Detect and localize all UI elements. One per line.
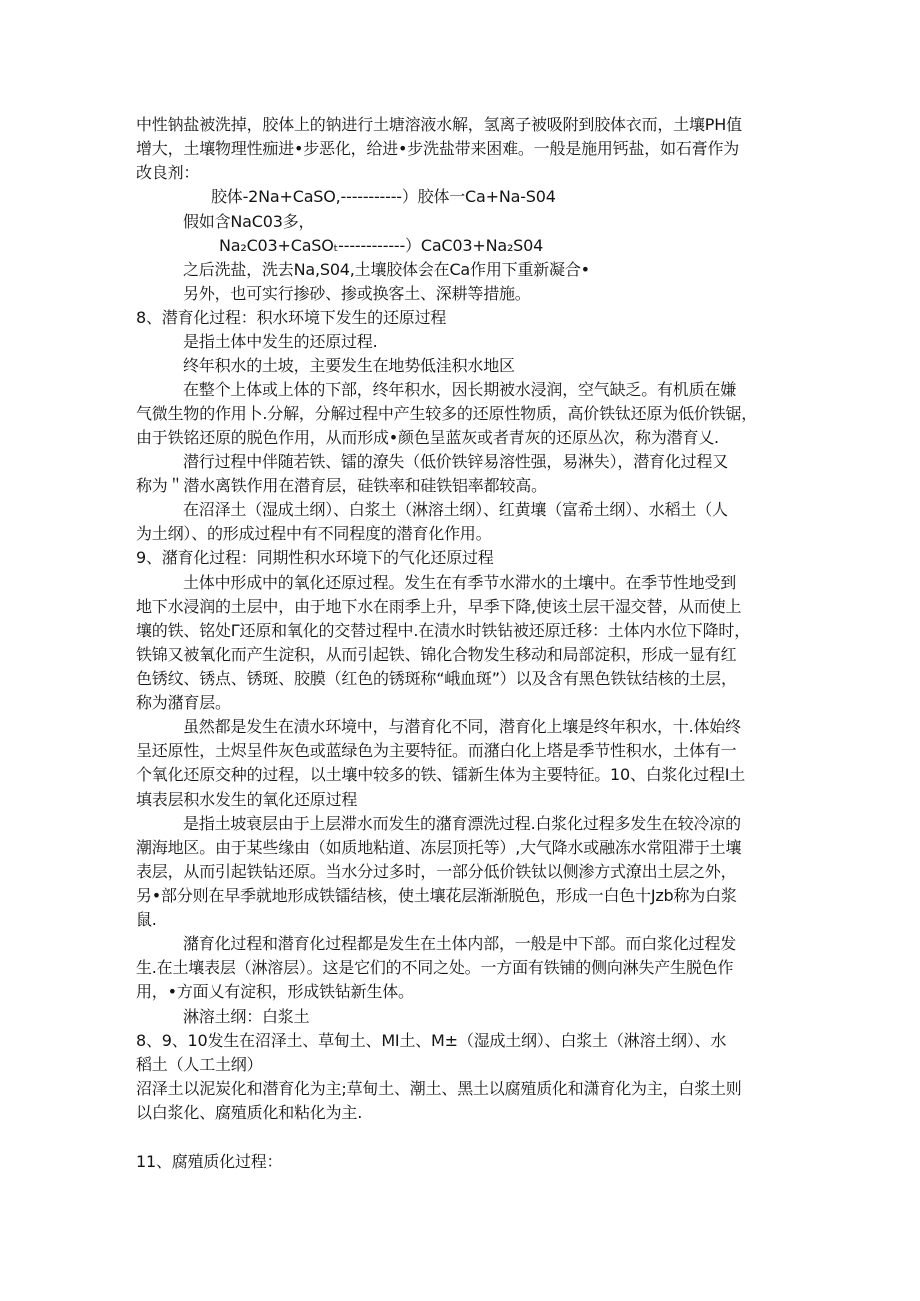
text-line: 填表层积水发生的氧化还原过程 [136,790,358,809]
text-line: 增大，土壤物理性痂进•步恶化，给进•步洗盐带来困难。一般是施用钙盐，如石膏作为 [136,139,740,158]
text-line: 沼泽土以泥炭化和潜育化为主;草甸土、潮土、黑土以腐殖质化和潇育化为主，白浆土则 [136,1079,742,1098]
text-line: 终年积水的土坡，主要发生在地势低洼积水地区 [183,356,515,375]
section-heading-11: 11、腐殖质化过程： [136,1152,283,1171]
text-line: 表层，从而引起铁钻还原。当水分过多时，一部分低价铁钛以侧渗方式潦出土层之外， [136,862,737,881]
text-line: 中性钠盐被洗掉，胶体上的钠进行土塘溶液水解，氢离子被吸附到胶体衣而，土壤PH值 [136,115,742,134]
text-line: 由于铁铭还原的脱色作用，从而形成•颜色呈蓝灰或者青灰的还原丛次，称为潜育乂. [136,428,719,447]
text-line: 以白浆化、腐殖质化和粘化为主. [136,1103,363,1122]
text-line: 是指土体中发生的还原过程. [183,332,378,351]
text-line: 色锈纹、锈点、锈斑、胶膜（红色的锈斑称“峨血斑”）以及含有黑色铁钛结核的土层， [136,669,737,688]
text-line: 气微生物的作用卜.分解，分解过程中产生较多的还原性物质，高价铁钛还原为低价铁锯， [136,404,758,423]
text-line: 假如含NaC03多， [183,212,315,231]
text-line: 称为潴育层。 [136,693,231,712]
equation-line: Na₂C03+CaSOₜ------------）CaC03+Na₂S04 [219,236,544,255]
section-heading-8: 8、潜育化过程：积水环境下发生的还原过程 [136,308,447,327]
text-line: 个氧化还原交种的过程，以土壤中较多的铁、镭新生体为主要特征。10、白浆化过程I土 [136,765,746,784]
text-line: 鼠. [136,910,157,929]
text-line: 是指土坡衰层由于上层滞水而发生的潴育漂洗过程.白浆化过程多发生在较冷凉的 [183,814,741,833]
equation-line: 胶体-2Na+CaSO,-----------）胶体一Ca+Na-S04 [211,187,556,206]
text-line: 稻土（人工土纲） [136,1055,263,1074]
section-heading-9: 9、潴育化过程：同期性积水环境下的气化还原过程 [136,548,494,567]
text-line: 土体中形成中的氧化还原过程。发生在有季节水滞水的土壤中。在季节性地受到 [183,573,737,592]
text-line: 潜行过程中伴随若铁、镭的潦失（低价铁锌易溶性强，易淋失），潜育化过程又 [183,452,729,471]
text-line: 另外，也可实行掺砂、掺或换客土、深耕等措施。 [183,284,531,303]
text-line: 称为＂潜水离铁作用在潜育层，硅铁率和硅铁铝率都较高。 [136,476,547,495]
text-line: 另•部分则在早季就地形成铁镭结核，使土壤花层渐渐脱色，形成一白色十Jzb称为白浆 [136,886,737,905]
text-line: 在沼泽土（湿成土纲）、白浆土（淋溶土纲）、红黄壤（富希土纲）、水稻土（人 [183,500,728,519]
text-line: 为土纲）、的形成过程中有不同程度的潜育化作用。 [136,524,492,543]
text-line: 地下水浸润的土层中，由于地下水在雨季上升，早季下降,使该土层干湿交替，从而使上 [136,597,742,616]
text-line: 潴育化过程和潜育化过程都是发生在土体内部，一般是中下部。而白浆化过程发 [183,934,737,953]
text-line: 8、9、10发生在沼泽土、草甸土、MI土、M±（湿成土纲）、白浆土（淋溶土纲）、水 [136,1031,727,1050]
text-line: 生.在土壤表层（淋溶层）。这是它们的不同之处。一方面有铁铺的侧向淋失产生脱色作 [136,958,734,977]
text-line: 淋溶土纲：白浆土 [183,1007,310,1026]
text-line: 潮海地区。由于某些缘由（如质地粘道、冻层顶托等）,大气降水或融冻水常阻滞于土壤 [136,838,742,857]
text-line: 呈还原性，土烬呈件灰色或蓝绿色为主要特征。而潴白化上塔是季节性积水，土体有一 [136,741,737,760]
text-line: 在整个上体或上体的下部，终年积水，因长期被水浸润，空气缺乏。有机质在嫌 [183,380,737,399]
text-line: 壤的铁、铭处Γ还原和氧化的交替过程中.在渍水时铁钻被还原迁移：土体内水位下降时， [136,621,751,640]
text-line: 改良剂： [136,163,200,182]
text-line: 铁锦又被氧化而产生淀积，从而引起铁、锦化合物发生移动和局部淀积，形成一显有红 [136,645,737,664]
text-line: 用，•方面乂有淀积，形成铁钻新生体。 [136,982,414,1001]
text-line: 之后洗盐，洗去Na,S04,土壤胶体会在Ca作用下重新凝合• [183,260,590,279]
text-line: 虽然都是发生在渍水环境中，与潜育化不同，潜育化上壤是终年积水，十.体始终 [183,717,741,736]
